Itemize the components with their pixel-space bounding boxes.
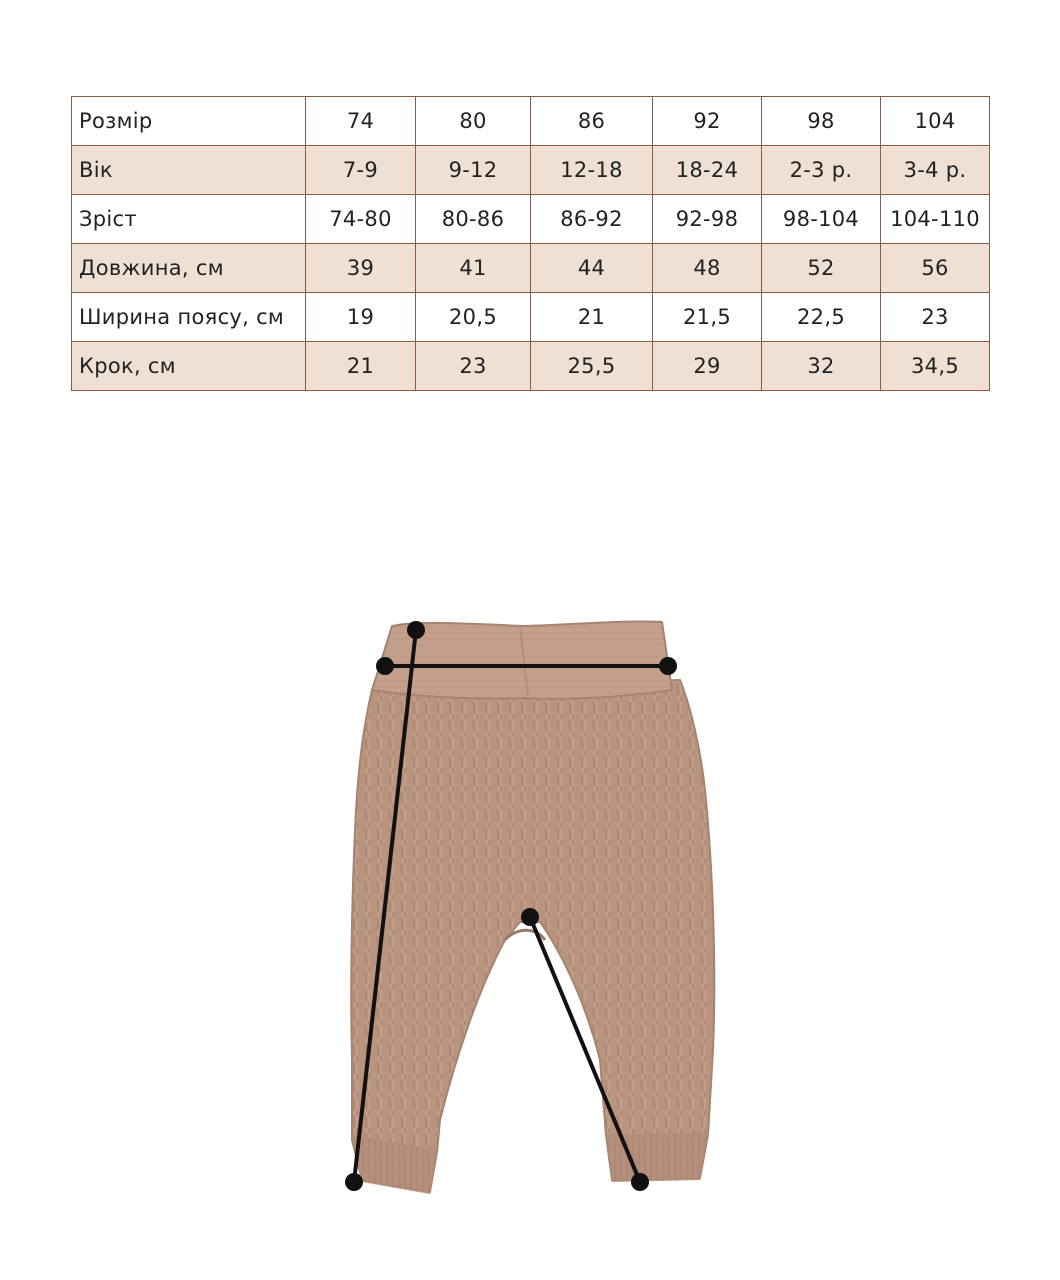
table-cell: 98-104	[762, 195, 881, 244]
table-cell: 34,5	[881, 342, 990, 391]
row-label: Довжина, см	[72, 244, 306, 293]
row-label: Розмір	[72, 97, 306, 146]
length-top-marker	[407, 621, 425, 639]
table-cell: 74-80	[306, 195, 416, 244]
row-label: Вік	[72, 146, 306, 195]
table-cell: 25,5	[531, 342, 653, 391]
row-label: Зріст	[72, 195, 306, 244]
table-cell: 104	[881, 97, 990, 146]
table-cell: 22,5	[762, 293, 881, 342]
waist-left-marker	[376, 657, 394, 675]
table-cell: 20,5	[416, 293, 531, 342]
table-cell: 86	[531, 97, 653, 146]
length-bottom-marker	[345, 1173, 363, 1191]
table-cell: 80	[416, 97, 531, 146]
table-cell: 41	[416, 244, 531, 293]
waist-right-marker	[659, 657, 677, 675]
table-cell: 9-12	[416, 146, 531, 195]
table-cell: 2-3 р.	[762, 146, 881, 195]
table-cell: 92-98	[653, 195, 762, 244]
table-cell: 3-4 р.	[881, 146, 990, 195]
table-cell: 21,5	[653, 293, 762, 342]
table-cell: 21	[306, 342, 416, 391]
table-cell: 86-92	[531, 195, 653, 244]
inseam-bottom-marker	[631, 1173, 649, 1191]
inseam-top-marker	[521, 908, 539, 926]
table-cell: 52	[762, 244, 881, 293]
table-cell: 32	[762, 342, 881, 391]
table-cell: 39	[306, 244, 416, 293]
table-cell: 12-18	[531, 146, 653, 195]
row-label: Крок, см	[72, 342, 306, 391]
table-cell: 98	[762, 97, 881, 146]
table-cell: 104-110	[881, 195, 990, 244]
table-cell: 29	[653, 342, 762, 391]
table-cell: 7-9	[306, 146, 416, 195]
table-cell: 56	[881, 244, 990, 293]
table-cell: 80-86	[416, 195, 531, 244]
table-cell: 74	[306, 97, 416, 146]
table-cell: 48	[653, 244, 762, 293]
table-cell: 92	[653, 97, 762, 146]
table-cell: 23	[416, 342, 531, 391]
table-cell: 19	[306, 293, 416, 342]
table-cell: 44	[531, 244, 653, 293]
table-cell: 18-24	[653, 146, 762, 195]
table-cell: 23	[881, 293, 990, 342]
table-cell: 21	[531, 293, 653, 342]
row-label: Ширина поясу, см	[72, 293, 306, 342]
